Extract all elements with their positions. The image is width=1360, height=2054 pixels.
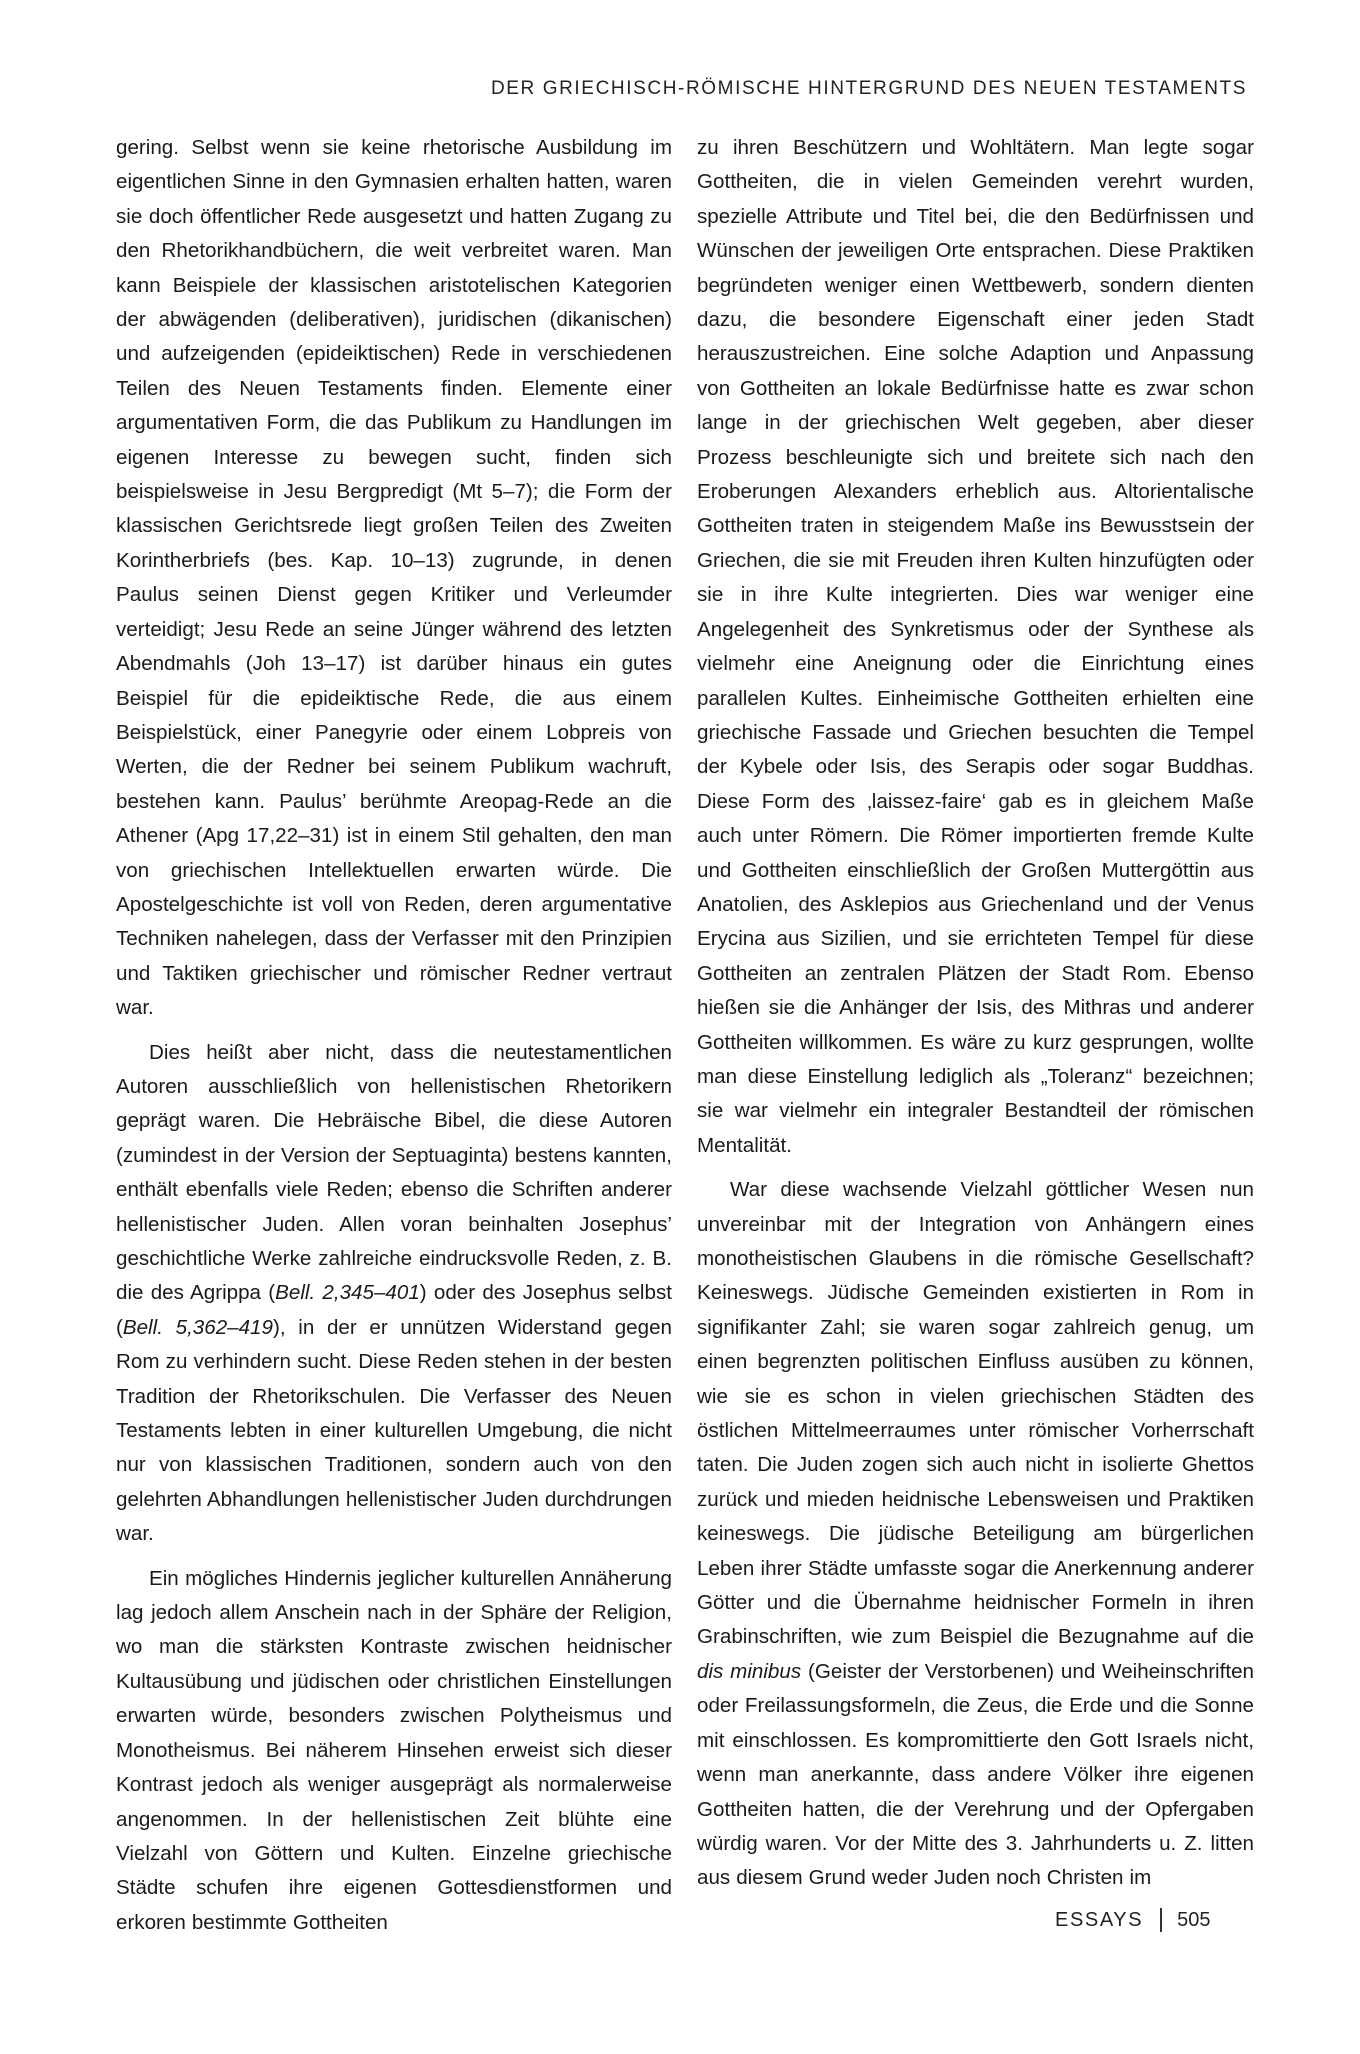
right-column xyxy=(697,131,1254,1896)
page-footer xyxy=(1055,1908,1211,1932)
paragraph: gering. Selbst wenn sie keine rhetorische Ausbildung im eigentlichen Sinne in den Gymnasien erhalten hatten, waren sie doch öffentlicher Rede ausgesetzt und hatten Zugang zu den Rhetorikhandbüchern, die weit verbreitet waren. Man kann Beispiele der klassischen aristotelischen Kategorien der abwägenden (deliberativen), juridischen (dikanischen) und aufzeigenden (epideiktischen) Rede in verschiedenen Teilen des Neuen Testaments finden. Elemente einer argumentativen Form, die das Publikum zu Handlungen im eigenen Interesse zu bewegen sucht, finden sich beispielsweise in Jesu Bergpredigt (Mt 5–7); die Form der klassischen Gerichtsrede liegt großen Teilen des Zweiten Korintherbriefs (bes. Kap. 10–13) zugrunde, in denen Paulus seinen Dienst gegen Kritiker und Verleumder verteidigt; Jesu Rede an seine Jünger während des letzten Abendmahls (Joh 13–17) ist darüber hinaus ein gutes Beispiel für die epideiktische Rede, die aus einem Beispielstück, einer Panegyrie oder einem Lobpreis von Werten, die der Redner bei seinem Publikum wachruft, bestehen kann. Paulus’ berühmte Areopag-Rede an die Athener (Apg 17,22–31) ist in einem Stil gehalten, den man von griechischen Intellektuellen erwarten würde. Die Apostelgeschichte ist voll von Reden, deren argumentative Techniken nahelegen, dass der Verfasser mit den Prinzipien und Taktiken griechischer und römischer Redner vertraut war. xyxy=(116,136,672,1020)
paragraph-text: ), in der er unnützen Widerstand gegen Rom zu verhindern sucht. Diese Reden stehen in der besten Tradition der Rhetorikschulen. Die Verfasser des Neuen Testaments lebten in einer kulturellen Umgebung, die nicht nur von klassischen Traditionen, sondern auch von den gelehrten Abhandlungen hellenistischer Juden durchdrungen war. xyxy=(116,1315,672,1546)
citation: Bell. 2,345–401 xyxy=(275,1281,420,1305)
section-label: ESSAYS xyxy=(1055,1908,1144,1931)
paragraph-text: Dies heißt aber nicht, dass die neutestamentlichen Autoren ausschließlich von hellenistischen Rhetorikern geprägt waren. Die Hebräische Bibel, die diese Autoren (zumindest in der Version der Septuaginta) bestens kannten, enthält ebenfalls viele Reden; ebenso die Schriften anderer hellenistischer Juden. Allen voran beinhalten Josephus’ geschichtliche Werke zahlreiche eindrucksvolle Reden, z. B. die des Agrippa ( xyxy=(116,1040,672,1305)
paragraph xyxy=(697,1173,1254,1896)
left-column xyxy=(116,131,672,1940)
page-number: 505 xyxy=(1177,1908,1211,1931)
running-head: DER GRIECHISCH-RÖMISCHE HINTERGRUND DES NEUEN TESTAMENTS xyxy=(490,78,1247,99)
citation: Bell. 5,362–419 xyxy=(122,1315,273,1339)
paragraph xyxy=(116,1036,672,1552)
paragraph-text: ) oder des Josephus selbst ( xyxy=(116,1281,672,1339)
paragraph-text: (Geister der Verstorbenen) und Weiheinschriften oder Freilassungsformeln, die Zeus, die Erde und die Sonne mit einschlossen. Es kompromittierte den Gott Israels nicht, wenn man anerkannte, dass andere Völker ihre eigenen Gottheiten hatten, die der Verehrung und der Opfergaben würdig waren. Vor der Mitte des 3. Jahrhunderts u. Z. litten aus diesem Grund weder Juden noch Christen im xyxy=(697,1659,1254,1890)
paragraph-text: War diese wachsende Vielzahl göttlicher Wesen nun unvereinbar mit der Integration von Anhängern eines monotheistischen Glaubens in die römische Gesellschaft? Keineswegs. Jüdische Gemeinden existierten in Rom in signifikanter Zahl; sie waren sogar zahlreich genug, um einen begrenzten politischen Einfluss ausüben zu können, wie sie es schon in vielen griechischen Städten des östlichen Mittelmeerraumes unter römischer Vorherrschaft taten. Die Juden zogen sich auch nicht in isolierte Ghettos zurück und mieden heidnische Lebensweisen und Praktiken keineswegs. Die jüdische Beteiligung am bürgerlichen Leben ihrer Städte umfasste sogar die Anerkennung anderer Götter und die Übernahme heidnischer Formeln in ihren Grabinschriften, wie zum Beispiel die Bezugnahme auf die xyxy=(697,1178,1254,1649)
paragraph: Ein mögliches Hindernis jeglicher kulturellen Annäherung lag jedoch allem Anschein nach in der Sphäre der Religion, wo man die stärksten Kontraste zwischen heidnischer Kultausübung und jüdischen oder christlichen Einstellungen erwarten würde, besonders zwischen Polytheismus und Monotheismus. Bei näherem Hinsehen erweist sich dieser Kontrast jedoch als weniger ausgeprägt als normalerweise angenommen. In der hellenistischen Zeit blühte eine Vielzahl von Göttern und Kulten. Einzelne griechische Städte schufen ihre eigenen Gottesdienstformen und erkoren bestimmte Gottheiten xyxy=(116,1566,672,1934)
paragraph: zu ihren Beschützern und Wohltätern. Man legte sogar Gottheiten, die in vielen Gemeinden verehrt wurden, spezielle Attribute und Titel bei, die den Bedürfnissen und Wünschen der jeweiligen Orte entsprachen. Diese Praktiken begründeten weniger einen Wettbewerb, sondern dienten dazu, die besondere Eigenschaft einer jeden Stadt herauszustreichen. Eine solche Adaption und Anpassung von Gottheiten an lokale Bedürfnisse hatte es zwar schon lange in der griechischen Welt gegeben, aber dieser Prozess beschleunigte sich und breitete sich nach den Eroberungen Alexanders erheblich aus. Altorientalische Gottheiten traten in steigendem Maße ins Bewusstsein der Griechen, die sie mit Freuden ihren Kulten hinzufügten oder sie in ihre Kulte integrierten. Dies war weniger eine Angelegenheit des Synkretismus oder der Synthese als vielmehr eine Aneignung oder die Einrichtung eines parallelen Kultes. Einheimische Gottheiten erhielten eine griechische Fassade und Griechen besuchten die Tempel der Kybele oder Isis, des Serapis oder sogar Buddhas. Diese Form des ‚laissez-faire‘ gab es in gleichem Maße auch unter Römern. Die Römer importierten fremde Kulte und Gottheiten einschließlich der Großen Muttergöttin aus Anatolien, des Asklepios aus Griechenland und der Venus Erycina aus Sizilien, und sie errichteten Tempel für diese Gottheiten an zentralen Plätzen der Stadt Rom. Ebenso hießen sie die Anhänger der Isis, des Mithras und anderer Gottheiten willkommen. Es wäre zu kurz gesprungen, wollte man diese Einstellung lediglich als „Toleranz“ bezeichnen; sie war vielmehr ein integraler Bestandteil der römischen Mentalität. xyxy=(697,136,1254,1157)
latin-term: dis minibus xyxy=(697,1659,802,1683)
footer-divider xyxy=(1160,1908,1162,1932)
